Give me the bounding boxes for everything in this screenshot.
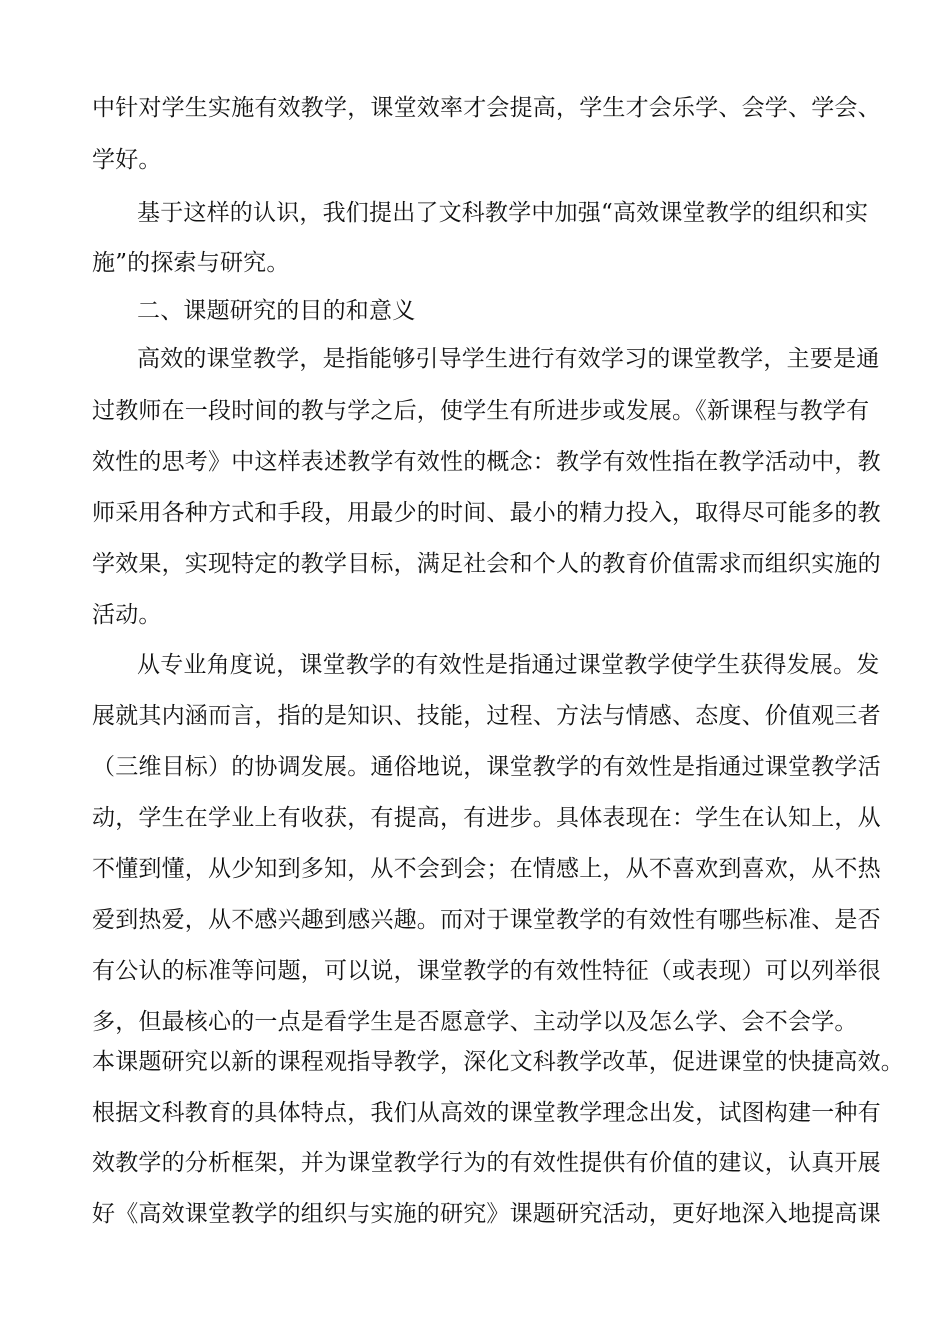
text-line: 好《高效课堂教学的组织与实施的研究》课题研究活动，更好地深入地提高课: [92, 1201, 881, 1227]
text-line: （三维目标）的协调发展。通俗地说，课堂教学的有效性是指通过课堂教学活: [92, 754, 881, 780]
text-line: 效教学的分析框架，并为课堂教学行为的有效性提供有价值的建议，认真开展: [92, 1150, 881, 1176]
text-line: 多，但最核心的一点是看学生是否愿意学、主动学以及怎么学、会不会学。: [92, 1009, 858, 1035]
text-line: 展就其内涵而言，指的是知识、技能，过程、方法与情感、态度、价值观三者: [92, 703, 881, 729]
text-line: 从专业角度说，课堂教学的有效性是指通过课堂教学使学生获得发展。发: [137, 652, 880, 678]
text-line: 不懂到懂，从少知到多知，从不会到会；在情感上，从不喜欢到喜欢，从不热: [92, 856, 881, 882]
text-line: 本课题研究以新的课程观指导教学，深化文科教学改革，促进课堂的快捷高效。: [92, 1049, 904, 1075]
text-line: 高效的课堂教学，是指能够引导学生进行有效学习的课堂教学，主要是通: [137, 346, 880, 372]
text-line: 效性的思考》中这样表述教学有效性的概念：教学有效性指在教学活动中，教: [92, 449, 881, 475]
text-line: 有公认的标准等问题，可以说，课堂教学的有效性特征（或表现）可以列举很: [92, 958, 881, 984]
text-line: 学好。: [92, 147, 162, 173]
text-line: 施”的探索与研究。: [92, 250, 290, 276]
text-line: 爱到热爱，从不感兴趣到感兴趣。而对于课堂教学的有效性有哪些标准、是否: [92, 907, 881, 933]
text-line: 师采用各种方式和手段，用最少的时间、最小的精力投入，取得尽可能多的教: [92, 500, 881, 526]
text-line: 学效果，实现特定的教学目标，满足社会和个人的教育价值需求而组织实施的: [92, 551, 881, 577]
text-line: 中针对学生实施有效教学，课堂效率才会提高，学生才会乐学、会学、学会、: [92, 95, 881, 121]
text-line: 根据文科教育的具体特点，我们从高效的课堂教学理念出发，试图构建一种有: [92, 1100, 881, 1126]
text-line: 过教师在一段时间的教与学之后，使学生有所进步或发展。《新课程与教学有: [92, 398, 870, 424]
text-line: 活动。: [92, 602, 162, 628]
text-line: 动，学生在学业上有收获，有提高，有进步。具体表现在：学生在认知上，从: [92, 805, 881, 831]
text-line: 基于这样的认识，我们提出了文科教学中加强“高效课堂教学的组织和实: [137, 200, 869, 226]
section-heading: 二、课题研究的目的和意义: [137, 298, 416, 324]
